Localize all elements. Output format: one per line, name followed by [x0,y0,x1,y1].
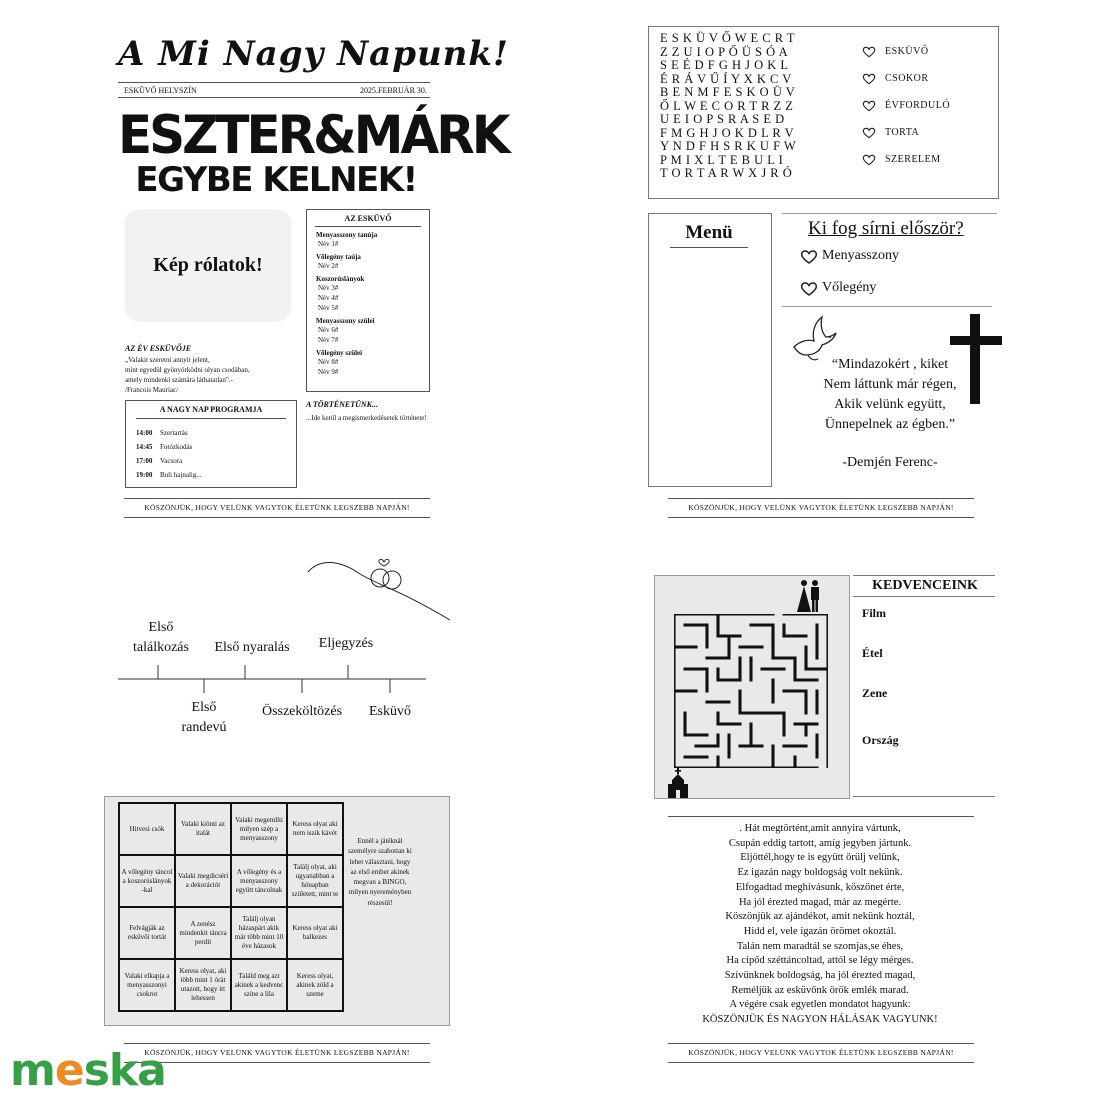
photo-placeholder [125,209,291,322]
divider [124,498,430,499]
divider [118,82,430,83]
bingo-cell[interactable]: Találd meg azt akinek a kedvenc színe a lila [231,959,287,1011]
bingo-cell[interactable]: Felvágják az esküvői tortát [119,907,175,959]
divider [670,247,748,248]
program-row [136,471,296,479]
who-cries-title: Ki fog sírni először? [808,218,964,239]
wordsearch-word: ESKÜVŐ [885,46,929,57]
poem-line: KÖSZÖNJÜK ÉS NAGYON HÁLÁSAK VAGYUNK! [702,1014,938,1026]
wedding-party-name: Név 7# [318,336,339,344]
wedding-party-name: Név 4# [318,294,339,302]
milestone-engagement: Eljegyzés [318,636,374,651]
divider [782,213,997,214]
logo-letter-accent: e [54,1045,84,1096]
milestone-moving-in: Összeköltözés [261,704,343,719]
menu-title: Menü [685,222,733,243]
program-label: Buli hajnalig... [160,471,202,479]
wedding-party-role: Koszorúslányok [316,275,365,283]
wedding-party-role: Menyasszony tanúja [316,231,378,239]
wedding-party-groups [307,231,429,377]
favorites-title: KEDVENCEINK [872,578,978,593]
bingo-cell[interactable]: Keress olyat aki balkezes [287,907,343,959]
wedding-party-role: Menyasszony szülei [316,317,375,325]
wordsearch-row: T O R T A R W X J R Ó [660,166,793,180]
wordsearch-row: S E É D F G H J O K L [660,58,789,72]
wedding-party-name: Név 2# [318,262,339,270]
bingo-rules: Ennél a játéknál személyre szabottan ki lehet választani, hogy az első ember akinek megvan a BINGO, milyen nyereményben részesül! [348,837,412,907]
program-time: 19:00 [136,471,153,479]
year-wedding-quote [125,355,305,395]
wordsearch-row: P M I X L T E B U L I [660,152,784,167]
poem-line: Elfogadtad meghívásunk, köszönet érte, [735,881,905,893]
program-row [136,457,296,465]
milestone-wedding: Esküvő [369,704,411,719]
poem-line: Szívünknek boldogság, ha jól érezted magad, [724,970,916,982]
milestone-first-date: Első randevú [181,700,227,735]
wordsearch-word: CSOKOR [885,73,929,84]
milestone-first-meeting: Első találkozás [133,620,189,655]
divider [668,816,974,817]
poem-line: Reméljük az esküvőnk örök emlék marad. [731,984,909,996]
poem-line: Ha cipőd széttáncoltad, attól se légy mérges. [726,955,914,967]
bingo-cell[interactable]: Keress olyat, aki több mint 1 órát utazott, hogy itt lehessen [175,959,231,1011]
wordsearch-row: U E I O P S R A S E D [660,112,785,126]
program-time: 17:00 [136,457,153,465]
bingo-cell[interactable]: Valaki elkapja a menyasszonyi csokrot [119,959,175,1011]
divider [668,517,974,518]
divider [124,1062,430,1063]
venue-label: ESKÜVŐ HELYSZÍN [124,86,197,95]
quote-line: /Francois Mauriac/ [125,386,179,394]
heart-icon [862,153,876,167]
bingo-row [119,855,343,907]
program-title: A NAGY NAP PROGRAMJA [136,405,286,419]
bingo-cell[interactable]: Keress olyat, akinek zöld a szeme [287,959,343,1011]
bingo-row [119,959,343,1011]
heart-icon [862,99,876,113]
program-label: Vacsora [160,457,183,465]
program-row [136,443,296,451]
menu-box [648,213,772,487]
wordsearch-row: Y N D F H S R K U F W [660,139,797,153]
poem-line: . Hát megtörtént,amit annyira vártunk, [739,823,901,834]
story-text: ...Ide kerül a megismerkedésetek története! [306,414,427,422]
wordsearch-row: Ő L W E C O R T R Z Z [660,98,794,113]
program-label: Szertartás [160,429,188,437]
wedding-party-name: Név 3# [318,284,339,292]
wordsearch-row: É R Á V Ű Í Y X K C V [660,71,792,86]
favorite-food: Étel [862,646,883,660]
heart-icon [862,126,876,140]
footer-text: KÖSZÖNJÜK, HOGY VELÜNK VAGYTOK ÉLETÜNK LEGSZEBB NAPJÁN! [688,503,954,512]
divider [668,1062,974,1063]
divider [124,1043,430,1044]
who-option-bride: Menyasszony [822,248,899,263]
divider [118,97,430,98]
wordsearch-word: SZERELEM [885,154,941,165]
quote-line: Nem láttunk már régen, [823,377,957,392]
wedding-party-box [306,209,430,392]
bingo-row [119,907,343,959]
program-row [136,429,296,437]
program-time: 14:00 [136,429,153,437]
poem-line: Eljöttél,hogy te is együtt örülj velünk, [740,852,900,864]
divider [853,596,995,597]
poem-line: Ha jól érezted magad, már az megérte. [738,896,902,908]
poem-line: Talán nem maradtál se szomjas,se éhes, [736,940,904,952]
divider [853,796,995,797]
poem-line: Ez igazán nagy boldogság volt nekünk. [737,867,903,879]
wedding-party-name: Név 8# [318,358,339,366]
heart-icon [800,281,818,297]
rings-flourish-icon [300,550,460,630]
quote-line: „Valakit szeretni annyit jelent, [125,356,210,364]
wedding-party-title: AZ ESKÜVŐ [315,214,421,227]
bingo-grid [118,802,344,1012]
divider [782,306,992,307]
wordsearch-word: TORTA [885,127,920,138]
footer-text: KÖSZÖNJÜK, HOGY VELÜNK VAGYTOK ÉLETÜNK LEGSZEBB NAPJÁN! [144,1048,410,1057]
maze-grid [674,614,828,768]
divider [853,575,995,576]
poem-line: Hidd el, vele igazán örömet okoztál. [743,925,897,937]
bingo-row [119,803,343,855]
church-icon [666,768,692,798]
favorite-country: Ország [862,733,899,747]
couple-icon [794,578,824,614]
memorial-quote [800,355,980,435]
wedding-party-name: Név 1# [318,240,339,248]
program-time: 14:45 [136,443,153,451]
footer-text: KÖSZÖNJÜK, HOGY VELÜNK VAGYTOK ÉLETÜNK LEGSZEBB NAPJÁN! [144,503,410,512]
bingo-cell[interactable]: A zenész mindenkit táncra perdít [175,907,231,959]
who-option-groom: Vőlegény [822,280,877,295]
wedding-party-name: Név 9# [318,368,339,376]
favorite-film: Film [862,606,886,620]
heart-icon [862,72,876,86]
quote-author: -Demjén Ferenc- [842,455,938,470]
couple-names: ESZTER&MÁRK [118,104,508,166]
divider [124,517,430,518]
footer-text: KÖSZÖNJÜK, HOGY VELÜNK VAGYTOK ÉLETÜNK LEGSZEBB NAPJÁN! [688,1048,954,1057]
wedding-party-role: Vőlegény taúja [316,253,361,261]
logo-letter: m [10,1045,55,1096]
wedding-party-name: Név 5# [318,304,339,312]
logo-letters: ska [83,1045,166,1096]
year-wedding-title: AZ ÉV ESKÜVŐJE [125,344,192,353]
wedding-party-role: Vőlegény szülei [316,349,363,357]
masthead-title: A Mi Nagy Napunk! [118,34,509,74]
quote-line: Akik velünk együtt, [834,397,946,412]
favorite-music: Zene [862,686,888,700]
bingo-cell[interactable]: Valaki megemlíti milyen szép a menyasszony [231,803,287,855]
wordsearch-row: E S K Ü V Ő W E C R T [660,31,796,45]
quote-line: mint egyedül gyönyörködni olyan csodában, [125,366,250,374]
quote-line: Ünnepelnek az égben.” [824,417,956,432]
wordsearch-grid [660,32,796,181]
meska-logo [10,1045,166,1096]
heart-icon [800,249,818,265]
story-title: A TÖRTÉNETÜNK... [306,400,379,409]
bingo-cell[interactable]: Hitvesi csók [119,803,175,855]
headline-subtitle: EGYBE KELNEK! [135,160,417,200]
program-label: Fotózkodás [160,443,193,451]
bingo-cell[interactable]: A vőlegény és a menyasszony együtt táncolnak [231,855,287,907]
divider [668,1043,974,1044]
wedding-party-name: Név 6# [318,326,339,334]
wordsearch-row: Z Z U I O P Ő Ü S Ó A [660,44,789,59]
bingo-cell[interactable]: A vőlegény táncol a koszorúslányok -kal [119,855,175,907]
divider [668,498,974,499]
program-box [125,400,297,488]
poem-line: Csupán eddig tartott, amíg jegyben jártunk. [728,837,912,849]
date-label: 2025.FEBRUÁR 30. [360,86,427,95]
poem-line: Köszönjük az ajándékot, amit nekünk hoztál, [725,911,915,923]
wordsearch-word: ÉVFORDULÓ [885,100,951,111]
bingo-cell[interactable]: Valaki kiönti az italát [175,803,231,855]
photo-label: Kép rólatok! [153,254,263,276]
heart-icon [862,45,876,59]
bingo-cell[interactable]: Találj olyat, aki ugyanabban a hónapban született, mint te [287,855,343,907]
quote-line: “Mindazokért , kiket [831,357,949,372]
bingo-cell[interactable]: Keress olyat aki nem iszik kávét [287,803,343,855]
bingo-cell[interactable]: Találj olyan házaspárt akik már több mint 10 éve házasok [231,907,287,959]
wordsearch-row: B E N M F E S K O Ü V [660,85,796,99]
poem-line: A végére csak egyetlen mondatot hagyunk: [729,999,911,1011]
wordsearch-row: F M G H J O K D L R V [660,125,795,140]
thank-you-poem [660,822,980,1028]
timeline-axis [118,665,428,695]
quote-line: amely mindenki számára láthatatlan".- [125,376,233,384]
bingo-cell[interactable]: Valaki megdicséri a dekorációt [175,855,231,907]
milestone-first-holiday: Első nyaralás [214,640,290,655]
